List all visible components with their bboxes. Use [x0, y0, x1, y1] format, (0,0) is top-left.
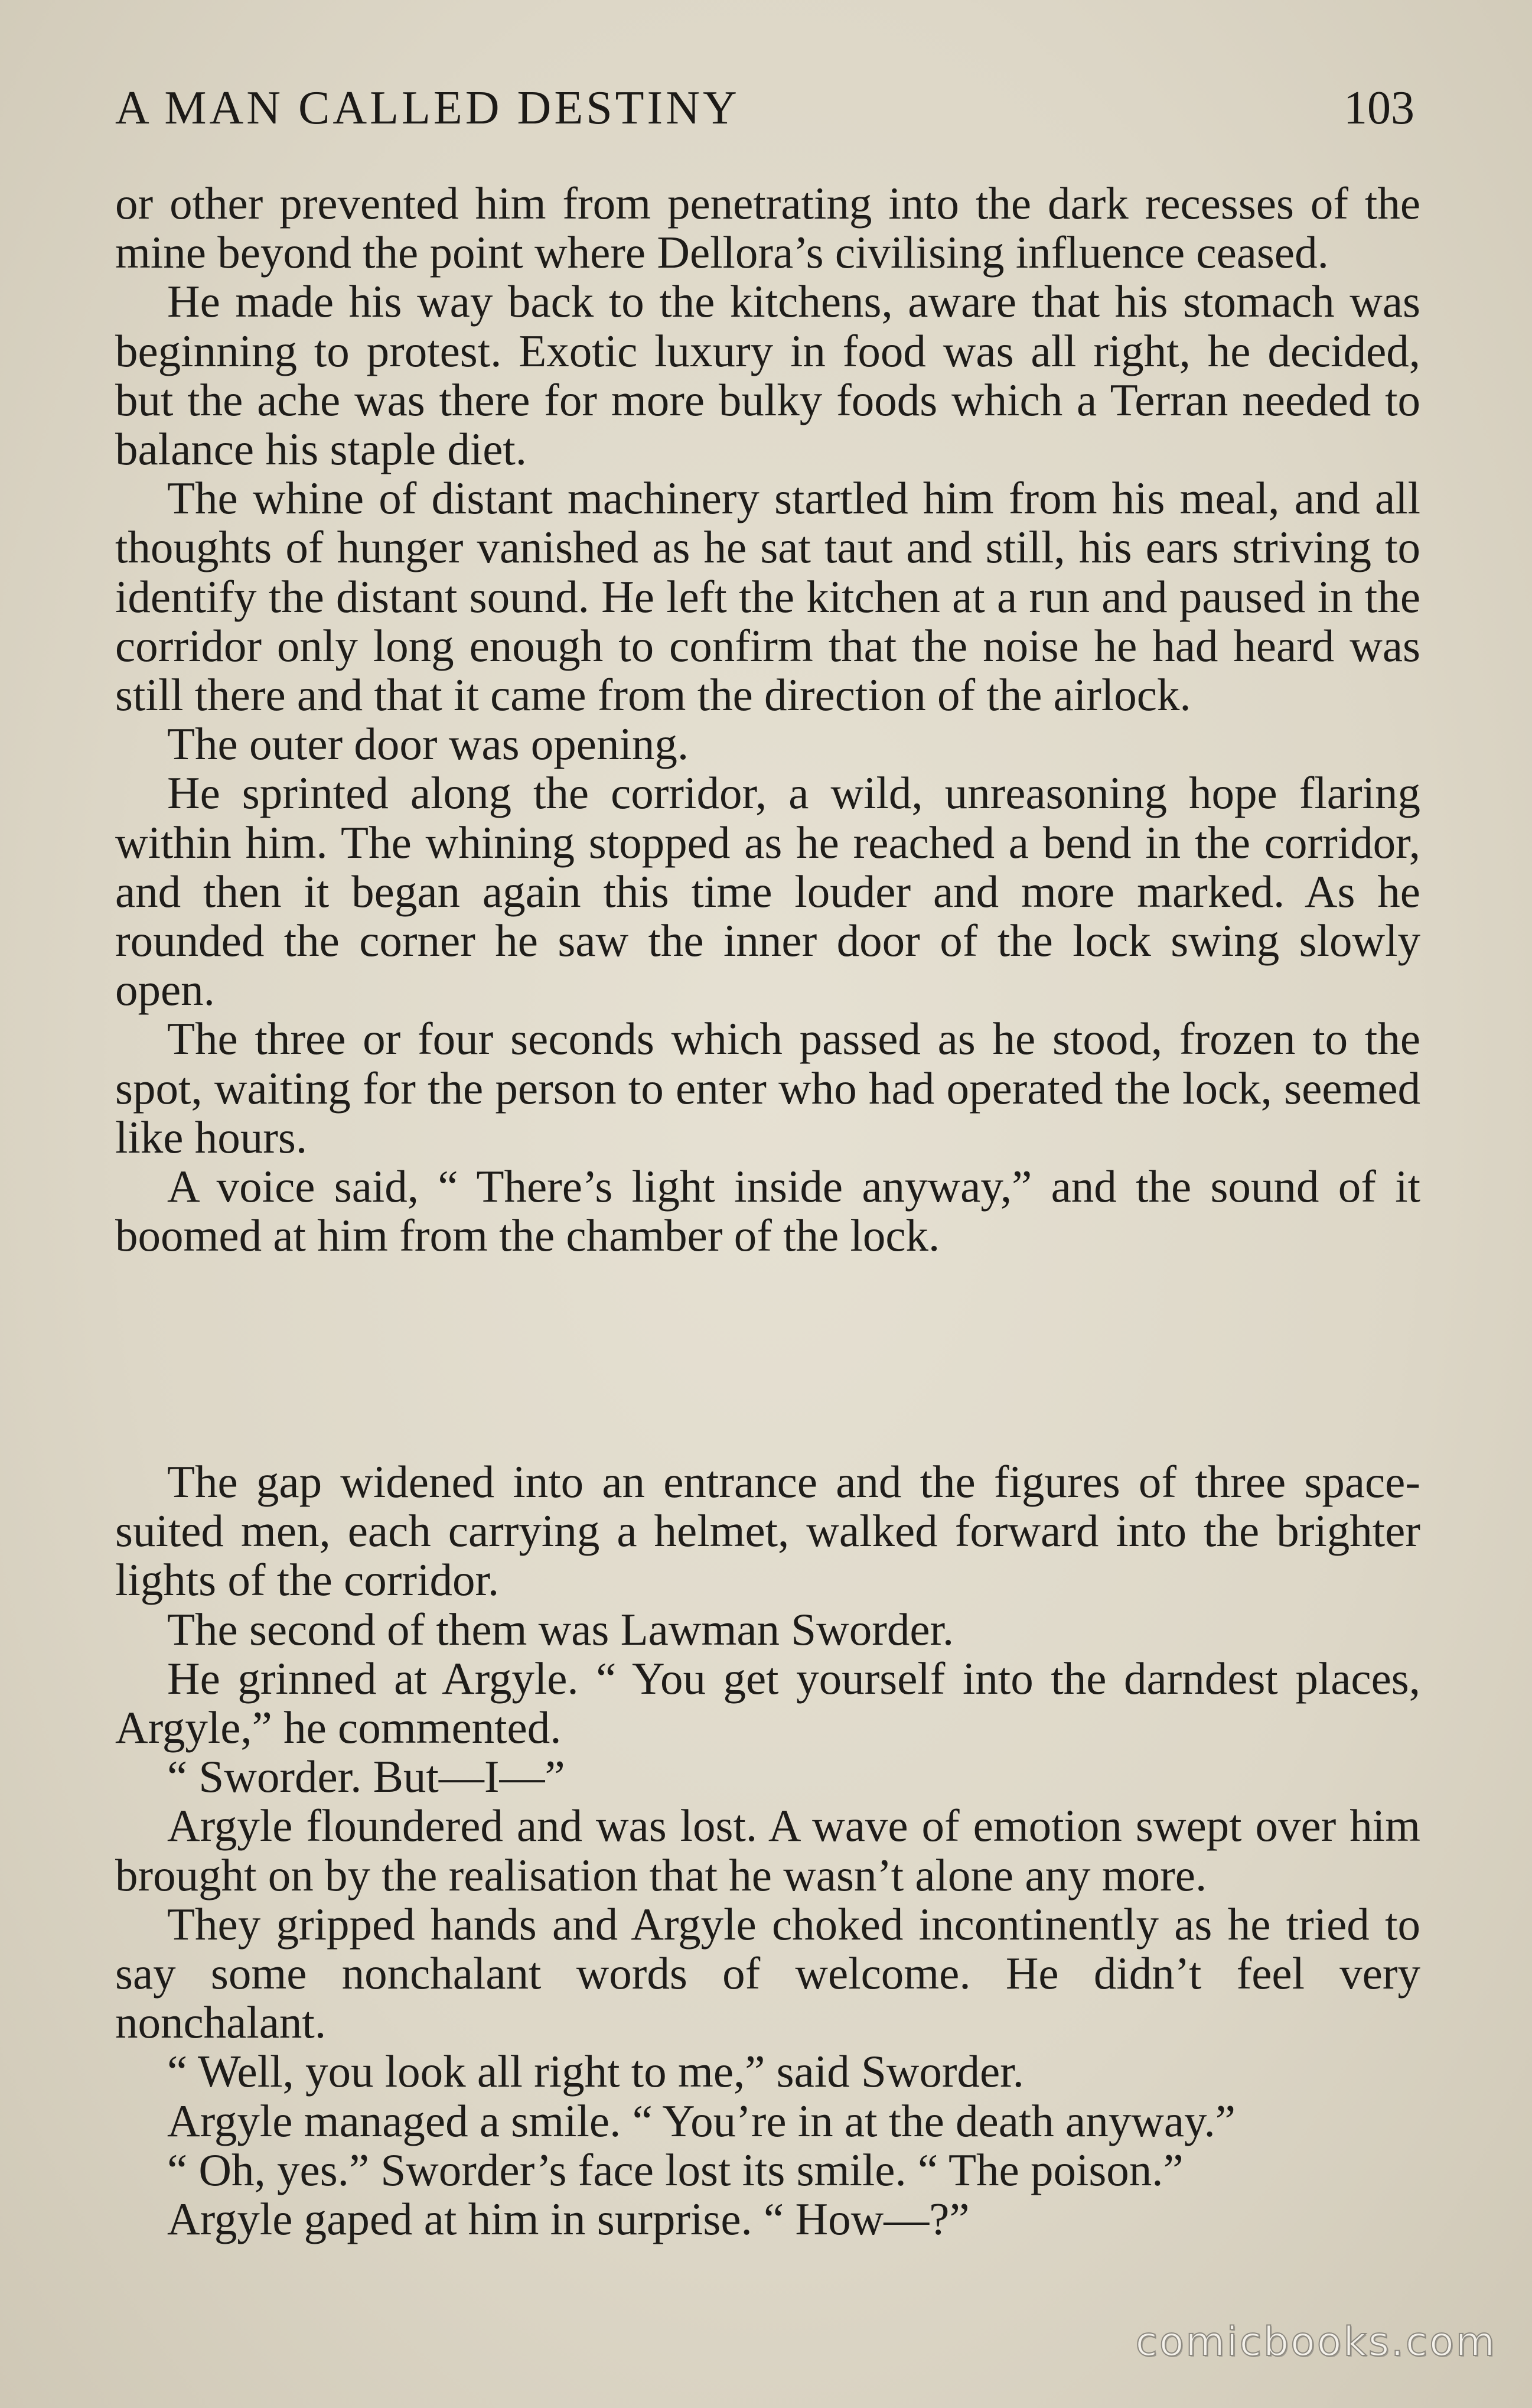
running-title: A MAN CALLED DESTINY: [115, 82, 740, 134]
paragraph: The gap widened into an entrance and the figures of three space-suited men, each carrying a helmet, walked forward into the brighter lights of the corridor.: [115, 1456, 1420, 1606]
paragraph: Argyle managed a smile. “ You’re in at the death anyway.”: [167, 2095, 1236, 2146]
paragraph: “ Oh, yes.” Sworder’s face lost its smile. “ The poison.”: [167, 2144, 1184, 2195]
paragraph: The second of them was Lawman Sworder.: [167, 1603, 954, 1655]
paragraph: He grinned at Argyle. “ You get yourself into the darndest places, Argyle,” he commented.: [115, 1652, 1420, 1753]
paragraph: Argyle gaped at him in surprise. “ How—?”: [167, 2194, 970, 2245]
page-number: 103: [1344, 82, 1414, 134]
paragraph: or other prevented him from penetrating into the dark recesses of the mine beyond the point where Dellora’s civilising influence ceased.: [115, 178, 1420, 278]
paragraph: Argyle floundered and was lost. A wave of emotion swept over him brought on by the realisation that he wasn’t alone any more.: [115, 1800, 1420, 1901]
paragraph: He sprinted along the corridor, a wild, unreasoning hope flaring within him. The whining stopped as he reached a bend in the corridor, and then it began again this time louder and more marked. As he rounded the corner he saw the inner door of the lock swing slowly open.: [115, 767, 1420, 1016]
paragraph: He made his way back to the kitchens, aware that his stomach was beginning to protest. Exotic luxury in food was all right, he decided, but the ache was there for more bulky foods which a Terran needed to balance his staple diet.: [115, 276, 1420, 475]
paragraph: They gripped hands and Argyle choked incontinently as he tried to say some nonchalant words of welcome. He didn’t feel very nonchalant.: [115, 1898, 1420, 2048]
paragraph: “ Well, you look all right to me,” said Sworder.: [167, 2046, 1024, 2097]
paragraph: “ Sworder. But—I—”: [167, 1751, 565, 1802]
paragraph: The whine of distant machinery startled him from his meal, and all thoughts of hunger vanished as he sat taut and still, his ears striving to identify the distant sound. He left the kitchen at a run and paused in the corridor only long enough to confirm that the noise he had heard was still there and that it came from the direction of the airlock.: [115, 473, 1420, 721]
paragraph: The three or four seconds which passed as he stood, frozen to the spot, waiting for the person to enter who had operated the lock, seemed like hours.: [115, 1013, 1420, 1163]
text-section-bottom: [115, 1457, 1420, 2244]
page-header: [115, 76, 1414, 141]
paragraph: A voice said, “ There’s light inside anyway,” and the sound of it boomed at him from the chamber of the lock.: [115, 1161, 1420, 1261]
text-section-top: [115, 179, 1420, 1260]
watermark: comicbooks.com: [1135, 2319, 1497, 2365]
paragraph: The outer door was opening.: [167, 718, 689, 770]
